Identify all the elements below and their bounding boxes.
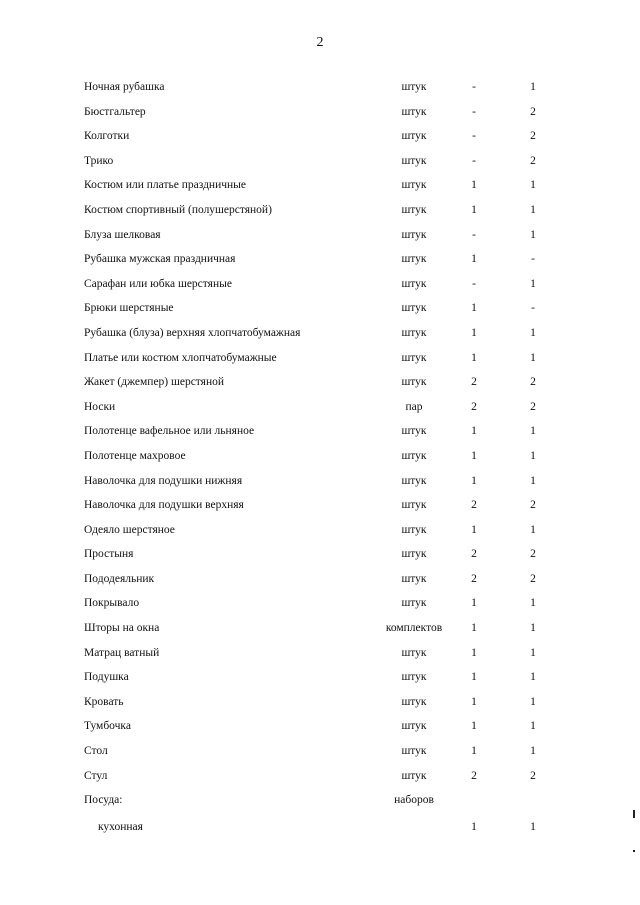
item-qty-b: 1 <box>530 449 536 462</box>
item-name: Стул <box>84 769 108 782</box>
table-row <box>0 596 640 621</box>
item-unit: штук <box>401 253 427 266</box>
item-name: Колготки <box>84 130 130 143</box>
table-row <box>0 547 640 572</box>
item-qty-b: 1 <box>530 81 536 93</box>
item-qty-a: 1 <box>471 720 477 733</box>
item-qty-a: - <box>472 105 476 118</box>
item-qty-a: 1 <box>471 203 477 216</box>
item-unit: штук <box>401 745 427 758</box>
item-qty-a: 2 <box>471 548 477 561</box>
item-unit: штук <box>401 671 427 684</box>
item-qty-b: 1 <box>530 277 536 290</box>
item-name: Костюм спортивный (полушерстяной) <box>84 203 272 216</box>
item-unit: штук <box>401 277 427 290</box>
table-row <box>0 474 640 499</box>
item-name: Покрывало <box>84 597 140 610</box>
item-qty-a: 1 <box>471 425 477 438</box>
item-qty-b: 1 <box>530 474 536 487</box>
item-unit: штук <box>401 351 427 364</box>
item-qty-a: 2 <box>471 499 477 512</box>
item-qty-b: 1 <box>530 179 536 192</box>
item-qty-b: 1 <box>530 695 536 708</box>
item-qty-b: 1 <box>530 326 536 339</box>
item-unit: штук <box>401 228 427 241</box>
item-name: Носки <box>84 400 116 413</box>
table-row <box>0 301 640 326</box>
item-qty-b: 2 <box>530 154 536 167</box>
item-name: Наволочка для подушки нижняя <box>84 474 243 487</box>
table-row <box>0 719 640 744</box>
item-name: Тумбочка <box>84 720 131 733</box>
item-unit: штук <box>401 597 427 610</box>
table-row <box>0 228 640 253</box>
table-row <box>0 621 640 646</box>
item-qty-b: 2 <box>530 130 536 143</box>
item-unit: штук <box>401 81 427 93</box>
item-qty-a: - <box>472 277 476 290</box>
item-name: Блуза шелковая <box>84 228 161 241</box>
item-name: Пододеяльник <box>84 572 155 585</box>
item-qty-a: 2 <box>471 400 477 413</box>
item-qty-b: 1 <box>530 720 536 733</box>
table-row <box>0 793 640 818</box>
item-unit: штук <box>401 499 427 512</box>
item-qty-a: 1 <box>471 474 477 487</box>
item-qty-a: 1 <box>471 622 477 635</box>
item-qty-a: 1 <box>471 179 477 192</box>
item-qty-a: 2 <box>471 572 477 585</box>
table-row <box>0 670 640 695</box>
item-qty-b: 1 <box>530 523 536 536</box>
item-name: Одеяло шерстяное <box>84 523 175 536</box>
item-qty-b: 2 <box>530 105 536 118</box>
item-qty-a: 2 <box>471 769 477 782</box>
table-row <box>0 424 640 449</box>
item-unit: штук <box>401 203 427 216</box>
item-qty-b: 2 <box>530 400 536 413</box>
item-qty-a: 1 <box>471 449 477 462</box>
item-qty-a: 1 <box>471 302 477 315</box>
table-row <box>0 400 640 425</box>
item-name: Кровать <box>84 695 124 708</box>
item-name: Бюстгальтер <box>84 105 146 118</box>
item-unit: штук <box>401 548 427 561</box>
item-unit: штук <box>401 720 427 733</box>
table-row <box>0 498 640 523</box>
item-qty-b: 1 <box>530 228 536 241</box>
item-unit: штук <box>401 302 427 315</box>
page-number: 2 <box>316 35 324 50</box>
item-qty-a: 1 <box>471 523 477 536</box>
item-unit: штук <box>401 179 427 192</box>
item-qty-b: - <box>531 253 535 266</box>
table-row <box>0 744 640 769</box>
item-qty-b: 1 <box>530 203 536 216</box>
table-row <box>0 695 640 720</box>
item-qty-b: 1 <box>530 622 536 635</box>
item-unit: штук <box>401 449 427 462</box>
item-name: Полотенце махровое <box>84 449 186 462</box>
item-qty-a: 1 <box>471 646 477 659</box>
item-qty-b: 1 <box>530 351 536 364</box>
item-unit: штук <box>401 572 427 585</box>
item-qty-b: 2 <box>530 572 536 585</box>
item-unit: штук <box>401 376 427 389</box>
item-qty-b: 1 <box>530 646 536 659</box>
item-name: Посуда: <box>84 794 123 807</box>
item-qty-b: 1 <box>530 745 536 758</box>
table-row <box>0 252 640 277</box>
table-row <box>0 351 640 376</box>
item-qty-b: 2 <box>530 499 536 512</box>
item-unit: штук <box>401 646 427 659</box>
item-qty-a: - <box>472 81 476 93</box>
item-name: Простыня <box>84 548 134 561</box>
item-unit: штук <box>401 425 427 438</box>
item-unit: пар <box>405 400 423 413</box>
item-unit: штук <box>401 326 427 339</box>
item-name: Рубашка мужская праздничная <box>84 253 236 266</box>
item-qty-b: 2 <box>530 548 536 561</box>
item-name: Подушка <box>84 671 129 684</box>
item-qty-b: 1 <box>530 820 536 833</box>
table-subrow <box>0 820 640 845</box>
table-row <box>0 769 640 794</box>
table-row <box>0 129 640 154</box>
table-row <box>0 646 640 671</box>
table-row <box>0 105 640 130</box>
item-name: Полотенце вафельное или льняное <box>84 425 255 438</box>
item-unit: штук <box>401 695 427 708</box>
item-unit: штук <box>401 474 427 487</box>
item-qty-a: - <box>472 130 476 143</box>
item-qty-a: 2 <box>471 376 477 389</box>
table-row <box>0 375 640 400</box>
item-qty-a: 1 <box>471 597 477 610</box>
item-name: Платье или костюм хлопчатобумажные <box>84 351 277 364</box>
item-qty-a: 1 <box>471 351 477 364</box>
item-name: кухонная <box>98 820 143 833</box>
table-row <box>0 203 640 228</box>
item-name: Жакет (джемпер) шерстяной <box>84 376 225 389</box>
item-unit: штук <box>401 130 427 143</box>
item-name: Костюм или платье праздничные <box>84 179 246 192</box>
table-row <box>0 326 640 351</box>
item-unit: комплектов <box>385 622 443 635</box>
item-qty-b: 2 <box>530 376 536 389</box>
item-unit: наборов <box>394 794 434 807</box>
item-name: Стол <box>84 745 108 758</box>
item-qty-a: 1 <box>471 745 477 758</box>
item-qty-a: 1 <box>471 695 477 708</box>
item-qty-a: 1 <box>471 253 477 266</box>
table-row <box>0 277 640 302</box>
item-name: Наволочка для подушки верхняя <box>84 499 244 512</box>
item-qty-b: 1 <box>530 597 536 610</box>
item-qty-a: 1 <box>471 326 477 339</box>
scan-margin-mark <box>633 850 635 852</box>
table-row <box>0 80 640 105</box>
item-unit: штук <box>401 105 427 118</box>
item-unit: штук <box>401 154 427 167</box>
item-name: Ночная рубашка <box>84 81 165 93</box>
table-row <box>0 154 640 179</box>
item-qty-a: 1 <box>471 671 477 684</box>
item-qty-a: - <box>472 228 476 241</box>
item-name: Брюки шерстяные <box>84 302 174 315</box>
item-qty-b: - <box>531 302 535 315</box>
table-row <box>0 523 640 548</box>
item-qty-a: - <box>472 154 476 167</box>
item-qty-a: 1 <box>471 820 477 833</box>
clothing-norms-table <box>0 80 640 844</box>
table-row <box>0 572 640 597</box>
item-qty-b: 1 <box>530 671 536 684</box>
item-name: Трико <box>84 154 114 167</box>
item-qty-b: 2 <box>530 769 536 782</box>
table-row <box>0 449 640 474</box>
table-row <box>0 178 640 203</box>
item-unit: штук <box>401 523 427 536</box>
item-name: Рубашка (блуза) верхняя хлопчатобумажная <box>84 326 301 339</box>
scan-margin-mark <box>633 810 635 818</box>
item-name: Шторы на окна <box>84 622 160 635</box>
item-unit: штук <box>401 769 427 782</box>
item-name: Сарафан или юбка шерстяные <box>84 277 232 290</box>
item-name: Матрац ватный <box>84 646 160 659</box>
item-qty-b: 1 <box>530 425 536 438</box>
